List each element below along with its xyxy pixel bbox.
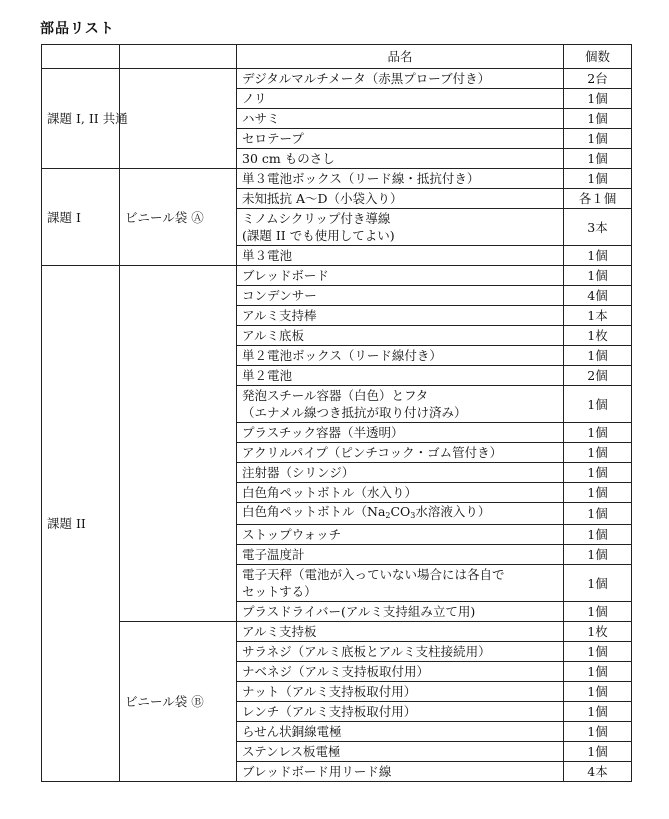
item-name: アルミ支持板 [237, 622, 564, 642]
parts-list-table [41, 44, 632, 782]
item-qty: 1個 [564, 169, 632, 189]
table-header-row [42, 45, 632, 69]
item-name [237, 209, 564, 246]
item-qty: 3本 [564, 209, 632, 246]
item-name: らせん状銅線電極 [237, 722, 564, 742]
item-name-line: 電子天秤（電池が入っていない場合には各自で [242, 567, 505, 582]
item-name: ストップウォッチ [237, 525, 564, 545]
item-name: 電子温度計 [237, 545, 564, 565]
item-name: ハサミ [237, 109, 564, 129]
item-qty: 1枚 [564, 622, 632, 642]
item-name: ノリ [237, 89, 564, 109]
bag-cell-empty [120, 266, 237, 622]
item-qty: 1個 [564, 642, 632, 662]
item-name-line: （エナメル線つき抵抗が取り付け済み） [242, 405, 467, 420]
item-qty: 1本 [564, 306, 632, 326]
item-name: 単２電池ボックス（リード線付き） [237, 346, 564, 366]
table-row [42, 622, 632, 642]
item-name: プラスチック容器（半透明） [237, 423, 564, 443]
bag-b: ビニール袋 Ⓑ [120, 622, 237, 782]
item-qty: 1個 [564, 246, 632, 266]
header-quantity: 個数 [564, 45, 632, 69]
item-qty: 1個 [564, 545, 632, 565]
bag-a: ビニール袋 Ⓐ [120, 169, 237, 266]
page-title: 部品リスト [40, 21, 115, 37]
item-qty: 1個 [564, 109, 632, 129]
item-name: セロテープ [237, 129, 564, 149]
item-name [237, 386, 564, 423]
group-common: 課題 I, II 共通 [42, 69, 120, 169]
item-qty: 1個 [564, 525, 632, 545]
item-name: アルミ支持棒 [237, 306, 564, 326]
table-row [42, 169, 632, 189]
group-task-1: 課題 I [42, 169, 120, 266]
bag-cell-empty [120, 69, 237, 169]
item-name: サラネジ（アルミ底板とアルミ支柱接続用） [237, 642, 564, 662]
item-name: ナベネジ（アルミ支持板取付用） [237, 662, 564, 682]
header-item-name: 品名 [237, 45, 564, 69]
item-name: アルミ底板 [237, 326, 564, 346]
item-name: ブレッドボード用リード線 [237, 762, 564, 782]
item-name: 単３電池ボックス（リード線・抵抗付き） [237, 169, 564, 189]
item-name: 未知抵抗 A～D（小袋入り） [237, 189, 564, 209]
table-row [42, 266, 632, 286]
item-name: ブレッドボード [237, 266, 564, 286]
item-qty: 1枚 [564, 326, 632, 346]
header-bag [120, 45, 237, 69]
item-qty: 4本 [564, 762, 632, 782]
item-qty: 1個 [564, 386, 632, 423]
item-qty: 1個 [564, 662, 632, 682]
item-qty: 4個 [564, 286, 632, 306]
item-qty: 1個 [564, 602, 632, 622]
item-qty: 各１個 [564, 189, 632, 209]
item-name: 30 cm ものさし [237, 149, 564, 169]
item-name: 注射器（シリンジ） [237, 463, 564, 483]
item-qty: 1個 [564, 682, 632, 702]
item-qty: 1個 [564, 742, 632, 762]
item-name: レンチ（アルミ支持板取付用） [237, 702, 564, 722]
header-group [42, 45, 120, 69]
item-name: 白色角ペットボトル（水入り） [237, 483, 564, 503]
item-name: 単２電池 [237, 366, 564, 386]
item-qty: 1個 [564, 565, 632, 602]
item-name-line: ミノムシクリップ付き導線 [242, 211, 391, 226]
group-task-2: 課題 II [42, 266, 120, 782]
item-qty: 1個 [564, 483, 632, 503]
item-name: ナット（アルミ支持板取付用） [237, 682, 564, 702]
item-name-line: (課題 II でも使用してよい) [242, 228, 395, 243]
item-qty: 1個 [564, 266, 632, 286]
item-qty: 1個 [564, 702, 632, 722]
item-name: アクリルパイプ（ピンチコック・ゴム管付き） [237, 443, 564, 463]
item-qty: 1個 [564, 503, 632, 525]
item-name-line: セットする） [242, 584, 317, 599]
item-qty: 1個 [564, 129, 632, 149]
item-name: コンデンサー [237, 286, 564, 306]
item-name [237, 565, 564, 602]
item-qty: 1個 [564, 423, 632, 443]
item-qty: 2個 [564, 366, 632, 386]
item-name: プラスドライバー(アルミ支持組み立て用) [237, 602, 564, 622]
item-name: 単３電池 [237, 246, 564, 266]
item-name: ステンレス板電極 [237, 742, 564, 762]
item-name-line: 発泡スチール容器（白色）とフタ [242, 388, 429, 403]
item-qty: 1個 [564, 149, 632, 169]
item-qty: 2台 [564, 69, 632, 89]
item-name: デジタルマルチメータ（赤黒プローブ付き） [237, 69, 564, 89]
item-name: 白色角ペットボトル（$Na_2CO_3$水溶液入り） [237, 503, 564, 525]
item-qty: 1個 [564, 443, 632, 463]
item-qty: 1個 [564, 89, 632, 109]
table-row [42, 69, 632, 89]
item-qty: 1個 [564, 463, 632, 483]
item-qty: 1個 [564, 346, 632, 366]
item-qty: 1個 [564, 722, 632, 742]
